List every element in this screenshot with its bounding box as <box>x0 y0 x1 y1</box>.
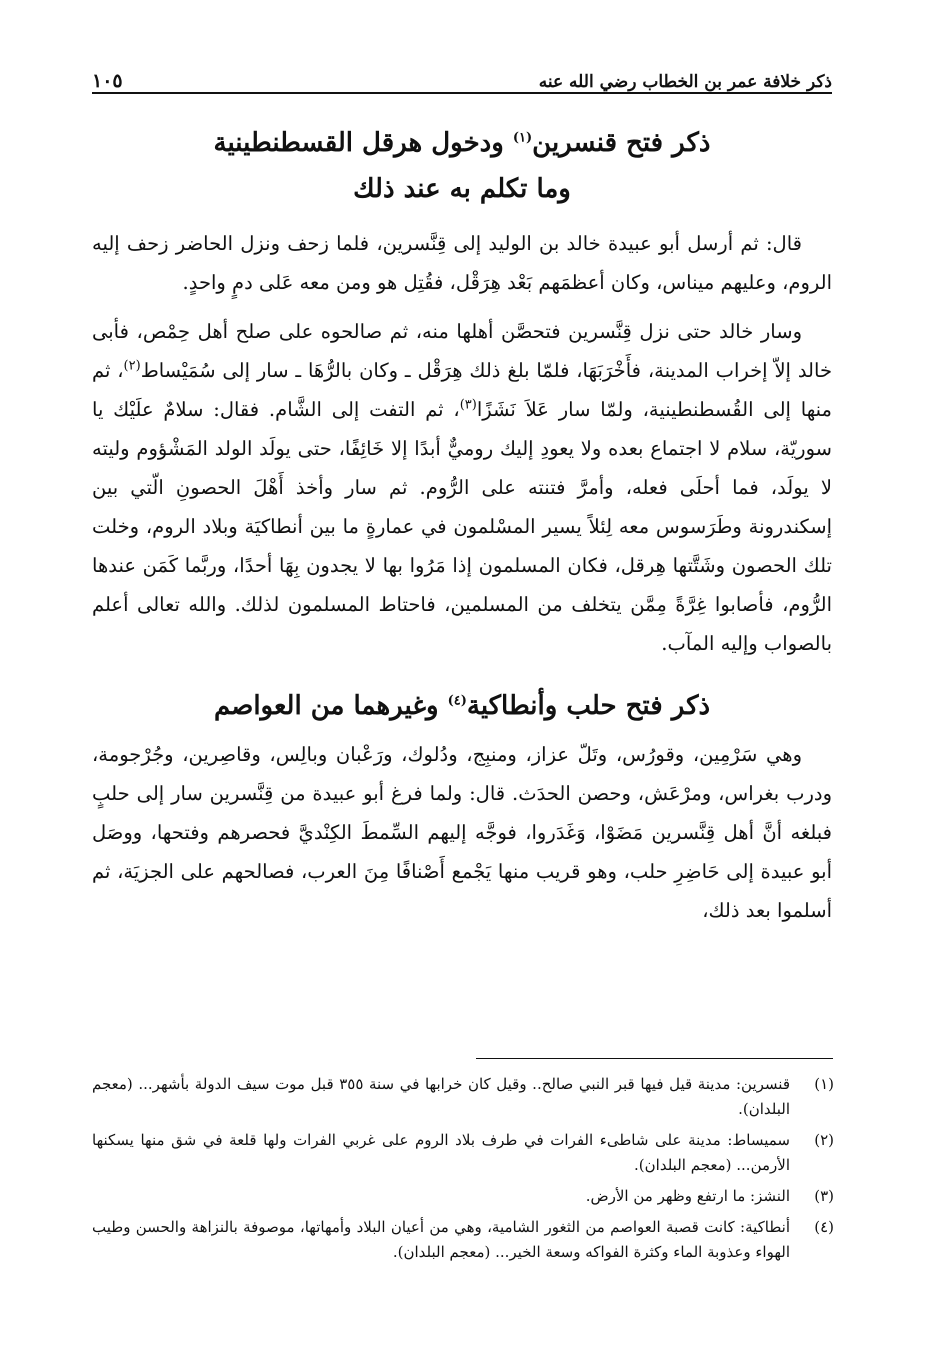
page-header <box>92 58 832 94</box>
page-number: ١٠٥ <box>92 70 123 92</box>
paragraph2-part3: ، ثم التفت إلى الشَّام. فقال: سلامٌ علَيْك يا سوريّة، سلام لا اجتماع بعده ولا يعودِ إليك روميٌّ أبدًا إلا خَائِفًا، حتى يولَد الولد المَشْؤوم وليته لا يولَد، فما أحلَى فعله، وأمرَّ فتنته على الرُّوم. ثم سار وأخذ أَهْلَ الحصونِ الّتي بين إسكندرونة وطَرَسوس معه لِئلاً يسير المسْلمون في عمارةٍ ما بين أنطاكيَة وبلاد الروم، وخلت تلك الحصون وشَتَّتها هِرقل، فكان المسلمون إذا مَرُوا بها لا يجدون بِهَا أحدًا، وربَّما كَمَن عندها الرُّوم، فأصابوا غِرَّةً مِمَّن يتخلف من المسلمين، فاحتاط المسلمون لذلك. والله تعالى أعلم بالصواب وإليه المآب. <box>92 398 832 655</box>
paragraph2-part1: وسار خالد حتى نزل قِنَّسرين فتحصَّن أهلها منه، ثم صالحوه على صلح أهل حِمْص، فأبى خالد إلاّ إخراب المدينة، فأَخْرَبَهَا، فلمّا بلغ ذلك هِرَقْل ـ وكان بالرُّهَا ـ سار إلى سُمَيْساط <box>92 320 832 382</box>
footnote-text: النشز: ما ارتفع وظهر من الأرض. <box>585 1187 790 1205</box>
footnote-text: أنطاكية: كانت قصبة العواصم من الثغور الشامية، وهي من أعيان البلاد وأمهاتها، موصوفة بالنزاهة والحسن وطيب الهواء وعذوبة الماء وكثرة الفواكه وسعة الخير... (معجم البلدان). <box>92 1218 790 1261</box>
footnote-text: سميساط: مدينة على شاطىء الفرات في طرف بلاد الروم على غربي الفرات ولها قلعة في شق منها يسكنها الأرمن... (معجم البلدان). <box>92 1131 790 1174</box>
footnote-ref-1: (١) <box>512 130 533 146</box>
paragraph2-part2: ، ثم منها إلى القُسطنطينية، ولمّا سار عَلاَ نَشَزًا <box>92 359 833 421</box>
section1-title <box>92 120 832 212</box>
footnote-number: (٣) <box>814 1187 834 1205</box>
footnote-ref-4: (٤) <box>447 693 467 709</box>
footnote-number: (١) <box>814 1075 834 1093</box>
section1-title-part1: ذكر فتح قنسرين <box>532 128 711 158</box>
footnote-item <box>92 1072 834 1122</box>
page-body <box>92 58 832 930</box>
footnote-item <box>92 1184 834 1209</box>
section1-paragraph-1: قال: ثم أرسل أبو عبيدة خالد بن الوليد إلى قِنَّسرين، فلما زحف ونزل الحاضر زحف إليه الروم، وعليهم ميناس، وكان أعظمَهم بَعْد هِرَقْل، فقُتِل هو ومن معه عَلى دمٍ واحدٍ. <box>92 232 832 294</box>
footnote-item <box>92 1128 834 1178</box>
section2-title-part1: ذكر فتح حلب وأنطاكية <box>466 691 711 721</box>
section1-paragraph-2 <box>92 312 832 663</box>
footnote-text: قنسرين: مدينة قيل فيها قبر النبي صالح.. وقيل كان خرابها في سنة ٣٥٥ قبل موت سيف الدولة بأشهر... (معجم البلدان). <box>92 1075 790 1118</box>
footnote-item <box>92 1215 834 1265</box>
section2-title-part2: وغيرهما من العواصم <box>213 691 439 721</box>
footnote-number: (٤) <box>814 1218 834 1236</box>
section2-title <box>92 683 832 729</box>
section2-paragraph-1: وهي سَرْمِين، وقورُس، وتَلّ عزاز، ومنبِج، ودُلوك، ورَعْبان وبالِس، وقاصِرين، وجُرْجومة، ودرب بغراس، ومرْعَش، وحصن الحدَث. قال: ولما فرغ أبو عبيدة من قِنَّسرين سار إلى حلبٍ فبلغه أنَّ أهل قِنَّسرين مَضَوْا، وَغَدَروا، فوجَّه إليهم السِّمطَ الكِنْديَّ فحصرهم وفتحها، ووصَل أبو عبيدة إلى حَاضِرِ حلب، وهو قريب منها يَجْمع أَصْنافًا مِنَ العرب، فصالحهم على الجزيَة، ثم أسلموا بعد ذلك، <box>92 743 832 922</box>
running-title: ذكر خلافة عمر بن الخطاب رضي الله عنه <box>538 72 832 92</box>
footnote-ref-2: (٢) <box>123 358 141 374</box>
section1-title-line2: وما تكلم به عند ذلك <box>353 174 571 204</box>
footnote-ref-3: (٣) <box>459 397 477 413</box>
section1-title-part2: ودخول هرقل القسطنطينية <box>213 128 504 158</box>
footnote-number: (٢) <box>814 1131 834 1149</box>
footnote-divider <box>476 1058 833 1059</box>
footnotes <box>92 1072 834 1271</box>
